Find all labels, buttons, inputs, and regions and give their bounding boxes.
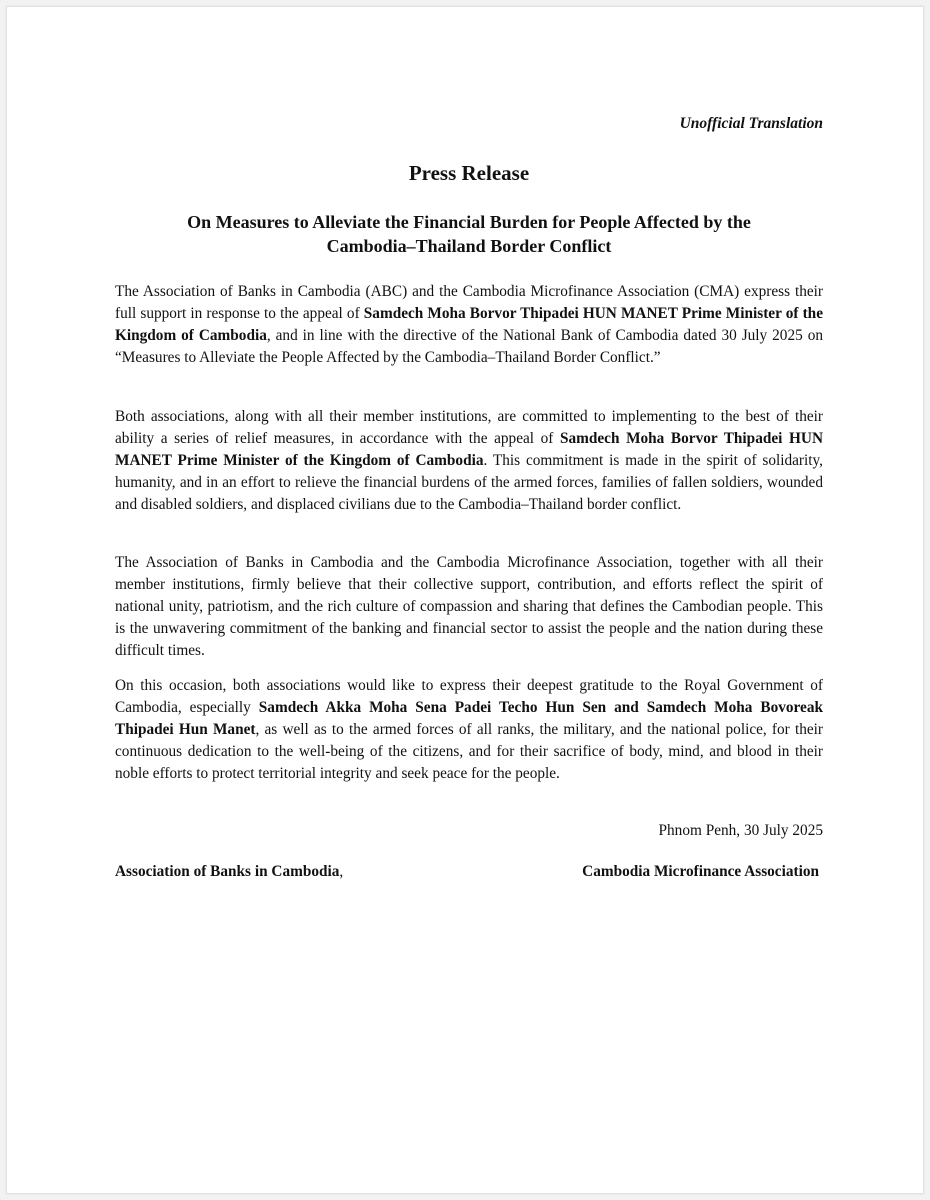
paragraph-1-text-b: , and in line with the directive of the National Bank of Cambodia dated 30 July 2025 on “Measures to Alleviate the People Affected by the Cambodia–Thailand Border Conflict.” — [115, 327, 824, 366]
subject-line-1: On Measures to Alleviate the Financial Burden for People Affected by the — [187, 212, 751, 232]
paragraph-3 — [115, 552, 823, 662]
paragraph-2-bold: Samdech Moha Borvor Thipadei HUN MANET Prime Minister of the Kingdom of Cambodia — [115, 430, 823, 469]
paragraph-1 — [115, 281, 823, 369]
paragraph-2-text-a: Both associations, along with all their member institutions, are committed to implementing to the best of their ability a series of relief measures, in accordance with the appeal of — [115, 408, 823, 447]
paragraph-4-text-b: , as well as to the armed forces of all ranks, the military, and the national police, for their continuous dedication to the well-being of the citizens, and for their sacrifice of body, mind, and blood in their noble efforts to protect territorial integrity and seek peace for the people. — [115, 721, 823, 782]
paragraph-4-text-a: On this occasion, both associations would like to express their deepest gratitude to the Royal Government of Cambodia, especially — [115, 677, 823, 716]
signatory-left-name: Association of Banks in Cambodia — [115, 863, 340, 880]
paragraph-4-bold: Samdech Akka Moha Sena Padei Techo Hun Sen and Samdech Moha Bovoreak Thipadei Hun Manet — [115, 699, 823, 738]
paragraph-1-text-a: The Association of Banks in Cambodia (ABC) and the Cambodia Microfinance Association (CMA) express their full support in response to the appeal of — [115, 283, 823, 322]
paragraph-2 — [115, 406, 823, 516]
dateline: Phnom Penh, 30 July 2025 — [658, 822, 823, 839]
document-page — [6, 6, 924, 1194]
signatory-right: Cambodia Microfinance Association — [582, 863, 819, 880]
paragraph-4 — [115, 675, 823, 785]
paragraph-2-text-b: . This commitment is made in the spirit of solidarity, humanity, and in an effort to relieve the financial burdens of the armed forces, families of fallen soldiers, wounded and disabled soldiers, and displaced civilians due to the Cambodia–Thailand border conflict. — [115, 452, 824, 513]
subject-line-2: Cambodia–Thailand Border Conflict — [326, 236, 612, 256]
paragraph-1-bold: Samdech Moha Borvor Thipadei HUN MANET Prime Minister of the Kingdom of Cambodia — [115, 305, 823, 344]
page-title: Press Release — [408, 161, 530, 185]
subject-heading — [115, 210, 823, 258]
paragraph-3-text: The Association of Banks in Cambodia and the Cambodia Microfinance Association, together with all their member institutions, firmly believe that their collective support, contribution, and efforts reflect the spirit of national unity, patriotism, and the rich culture of compassion and sharing that defines the Cambodian people. This is the unwavering commitment of the banking and financial sector to assist the people and the nation during these difficult times. — [115, 554, 823, 659]
signatory-left-comma: , — [339, 863, 344, 880]
translation-note: Unofficial Translation — [679, 115, 823, 132]
signatory-left — [115, 863, 343, 881]
